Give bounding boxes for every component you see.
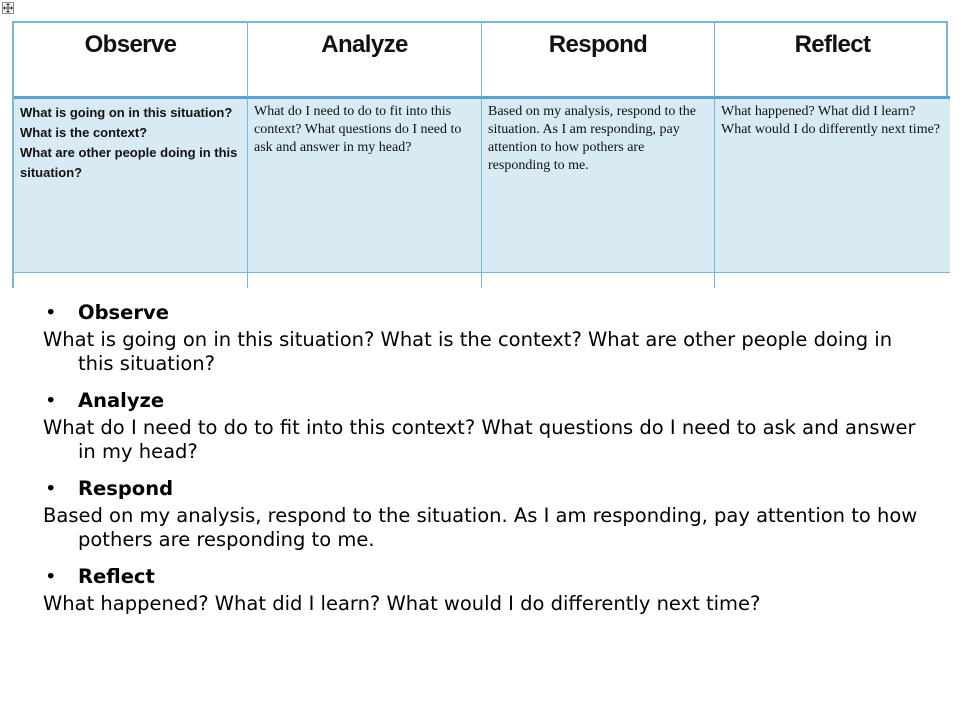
bullet-heading-reflect [43, 562, 923, 592]
move-handle-icon[interactable] [2, 2, 14, 14]
table-screenshot [0, 0, 960, 288]
table-empty-cell [248, 273, 482, 288]
bullet-heading-observe [43, 298, 923, 328]
table-cell-respond: Based on my analysis, respond to the situation. As I am responding, pay attention to how pothers are responding to me. [482, 99, 715, 273]
table-header-analyze: Analyze [248, 23, 482, 99]
bullet-heading-label: Respond [78, 477, 174, 500]
table-empty-cell [715, 273, 950, 288]
bullet-heading-label: Observe [78, 301, 169, 324]
table-header-respond: Respond [482, 23, 715, 99]
table-header-observe: Observe [14, 23, 248, 99]
observe-question-3: What are other people doing in this situation? [20, 145, 238, 180]
oarr-table [12, 21, 948, 288]
observe-question-2: What is the context? [20, 125, 148, 140]
bullet-heading-label: Analyze [78, 389, 165, 412]
bullet-icon: • [45, 477, 57, 500]
bullet-description-observe: What is going on in this situation? What is the context? What are other people doing in this situation? [43, 328, 893, 375]
table-header-reflect: Reflect [715, 23, 950, 99]
bullet-description-analyze: What do I need to do to fit into this context? What questions do I need to ask and answer in my head? [43, 416, 916, 463]
bullet-description-respond: Based on my analysis, respond to the situation. As I am responding, pay attention to how pothers are responding to me. [43, 504, 918, 551]
table-cell-reflect: What happened? What did I learn? What would I do differently next time? [715, 99, 950, 273]
bullet-heading-respond [43, 474, 923, 504]
table-empty-cell [482, 273, 715, 288]
bullet-icon: • [45, 301, 57, 324]
table-cell-observe [14, 99, 248, 273]
observe-question-1: What is going on in this situation? [20, 105, 233, 120]
bullet-description-reflect: What happened? What did I learn? What would I do differently next time? [43, 592, 761, 615]
bullet-heading-analyze [43, 386, 923, 416]
table-empty-cell [14, 273, 248, 288]
bullet-icon: • [45, 565, 57, 588]
bullet-icon: • [45, 389, 57, 412]
bullet-heading-label: Reflect [78, 565, 155, 588]
bullet-notes [43, 298, 923, 626]
table-cell-analyze: What do I need to do to fit into this context? What questions do I need to ask and answer in my head? [248, 99, 482, 273]
